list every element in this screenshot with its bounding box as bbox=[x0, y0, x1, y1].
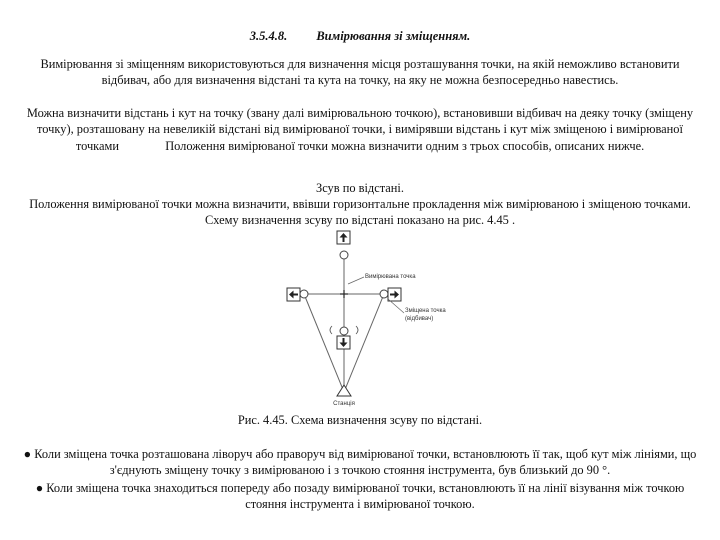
section-heading bbox=[0, 29, 720, 44]
offset-point-right bbox=[380, 290, 388, 298]
offset-point-bottom bbox=[340, 327, 348, 335]
label-station: Станція bbox=[333, 401, 355, 407]
section-title: Вимірювання зі зміщенням. bbox=[316, 29, 471, 43]
offset-point-top bbox=[340, 251, 348, 259]
label-reflector: (відбивач) bbox=[405, 316, 434, 322]
paragraph-text: Можна визначити відстань і кут на точку (звану далі вимірювальною точкою), встановивши відбивач на деяку точку (зміщену точку), розташовану на невеликій відстані від вимірюваної точки, і вимірявши відстань і кут між зміщеною і вимірюваної точками bbox=[26, 106, 694, 153]
offset-point-left bbox=[300, 290, 308, 298]
offset-diagram-svg bbox=[280, 222, 455, 410]
offset-diagram bbox=[280, 222, 455, 410]
figure-caption: Рис. 4.45. Схема визначення зсуву по відстані. bbox=[237, 413, 483, 427]
paragraph-intro bbox=[22, 56, 698, 89]
subheading-distance-offset bbox=[22, 180, 698, 196]
bullet-item-left-right: ● Коли зміщена точка розташована ліворуч або праворуч від вимірюваної точки, встановлюють її так, щоб кут між лініями, що з'єднують зміщену точку з вимірюваною і з точкою стояння інструмента, був близький до 90 °. bbox=[23, 447, 697, 478]
bullet-item-front-back: ● Коли зміщена точка знаходиться попереду або позаду вимірюваної точки, встановлюють її на лінії візування між точкою стояння інструмента і вимірюваної точкою. bbox=[35, 480, 685, 512]
paragraph-offset-method bbox=[22, 105, 698, 154]
paragraph-text: Положення вимірюваної точки можна визначити, ввівши горизонтальне прокладення між вимірюваною і зміщеною точками. Схему визначення зсуву по відстані показано на рис. 4.45 . bbox=[29, 197, 691, 228]
paragraph-text: Вимірювання зі зміщенням використовуються для визначення місця розташування точки, на якій неможливо встановити відбивач, або для визначення відстані та кута на точку, на яку не можна безпосередньо навестись. bbox=[40, 57, 680, 88]
label-offset-point: Зміщена точка bbox=[405, 308, 446, 314]
bullet-list bbox=[22, 446, 698, 514]
station-triangle-icon bbox=[337, 385, 351, 396]
reflector-mark-right bbox=[356, 326, 358, 334]
label-measured-point: Вимірювана точка bbox=[365, 274, 416, 280]
reflector-mark-left bbox=[330, 326, 332, 334]
subheading-text: Зсув по відстані. bbox=[316, 181, 404, 195]
section-number: 3.5.4.8. bbox=[249, 29, 288, 43]
measured-leader bbox=[348, 277, 364, 284]
paragraph-text: Положення вимірюваної точки можна визначити одним з трьох способів, описаних нижче. bbox=[165, 138, 645, 153]
